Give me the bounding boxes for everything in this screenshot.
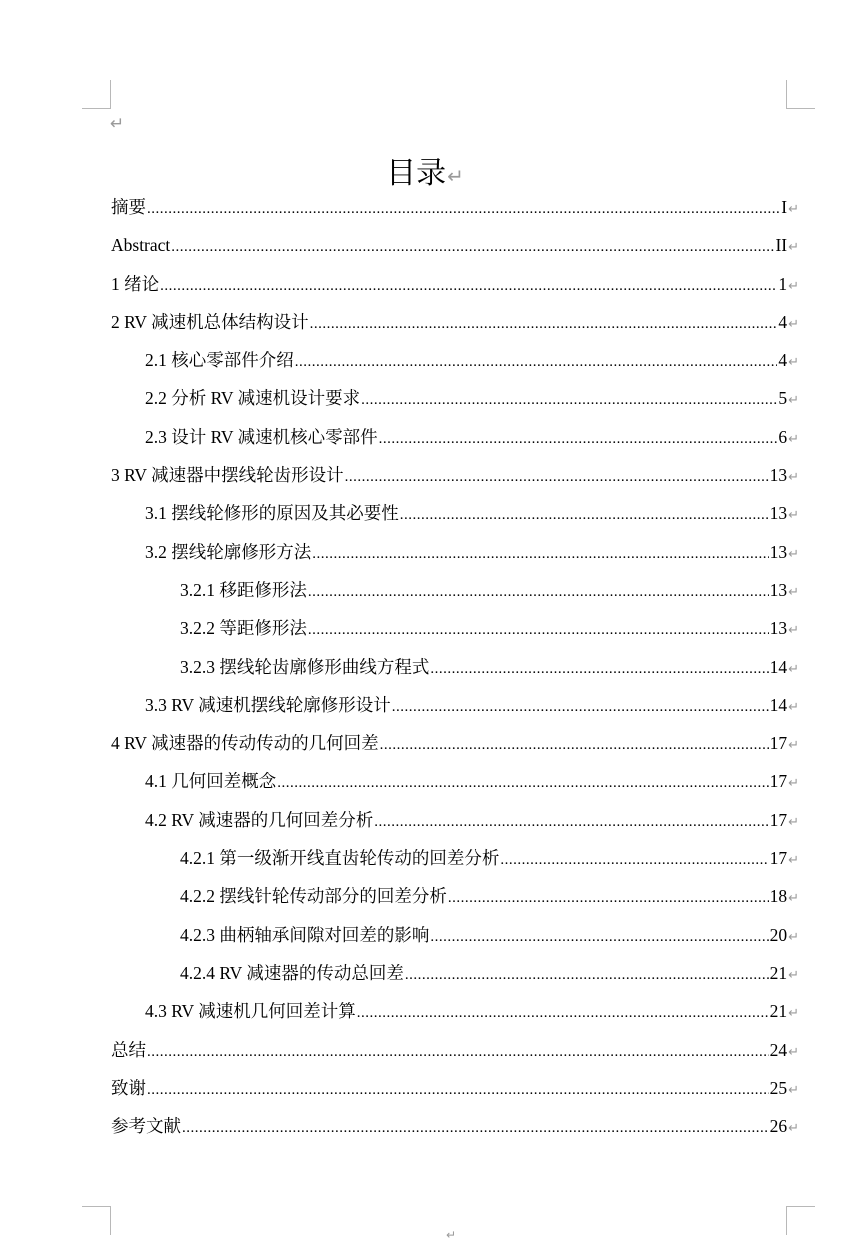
paragraph-mark-icon: ↵ [788,699,799,715]
toc-entry-title: 4.2.4 RV 减速器的传动总回差 [180,962,404,983]
paragraph-mark-icon: ↵ [788,1082,799,1098]
toc-page-number: 13 [769,541,788,562]
toc-dot-leader [405,956,769,994]
toc-page-number: 13 [769,579,788,600]
toc-entry-title: 2.1 核心零部件介绍 [145,350,294,371]
toc-dot-leader [277,764,768,802]
page-corner-bottom-left [82,1206,111,1235]
paragraph-mark-icon: ↵ [447,164,464,188]
toc-entry[interactable] [111,226,799,264]
toc-entry[interactable] [111,418,799,456]
toc-page-number: 6 [778,426,788,447]
page-corner-top-right [786,80,815,109]
paragraph-mark-icon: ↵ [788,355,799,371]
toc-page-number: 14 [769,656,788,677]
toc-page-number: 24 [769,1039,788,1060]
toc-entry-title: 2.2 分析 RV 减速机设计要求 [145,388,361,409]
toc-dot-leader [392,688,769,726]
toc-dot-leader [400,496,769,534]
toc-page-number: II [775,235,788,256]
toc-dot-leader [182,1109,769,1147]
toc-entry[interactable] [111,609,799,647]
toc-entry-title: 参考文献 [111,1116,181,1137]
toc-page-number: 13 [769,503,788,524]
toc-entry-title: 3.2.2 等距修形法 [180,618,307,639]
toc-entry-title: 4.1 几何回差概念 [145,771,277,792]
toc-entry[interactable] [111,341,799,379]
toc-entry-title: Abstract [111,235,171,256]
toc-entry-title: 4.2 RV 减速器的几何回差分析 [145,809,374,830]
toc-dot-leader [147,1071,769,1109]
toc-entry[interactable] [111,992,799,1030]
toc-dot-leader [312,535,768,573]
toc-page-number: 25 [769,1077,788,1098]
toc-entry[interactable] [111,188,799,226]
toc-entry[interactable] [111,724,799,762]
paragraph-mark-icon: ↵ [788,202,799,217]
toc-entry[interactable] [111,456,799,494]
toc-dot-leader [380,726,769,764]
toc-dot-leader [448,879,769,917]
toc-dot-leader [345,458,769,496]
toc-dot-leader [357,994,769,1032]
toc-dot-leader [430,650,768,688]
paragraph-mark-icon: ↵ [788,738,799,754]
toc-entry-title: 3.2.3 摆线轮齿廓修形曲线方程式 [180,656,430,677]
toc-entry-title: 摘要 [111,197,146,217]
paragraph-mark-icon: ↵ [788,393,799,409]
toc-page-number: 13 [769,618,788,639]
toc-entry-title: 2 RV 减速机总体结构设计 [111,311,309,332]
toc-entry[interactable] [111,571,799,609]
toc-entry-title: 2.3 设计 RV 减速机核心零部件 [145,426,378,447]
toc-entry[interactable] [111,379,799,417]
toc-dot-leader [500,841,768,879]
toc-entry[interactable] [111,648,799,686]
paragraph-mark-icon: ↵ [788,508,799,524]
toc-page-number: 17 [769,733,788,754]
paragraph-mark-icon: ↵ [788,240,799,256]
toc-dot-leader [310,305,778,343]
toc-page-number: 4 [778,311,788,332]
toc-page-number: 26 [769,1116,788,1137]
toc-entry[interactable] [111,762,799,800]
toc-entry-title: 3 RV 减速器中摆线轮齿形设计 [111,465,344,486]
toc-entry-title: 4.2.1 第一级渐开线直齿轮传动的回差分析 [180,848,500,869]
paragraph-mark-icon: ↵ [788,1121,799,1137]
toc-entry[interactable] [111,265,799,303]
toc-entry[interactable] [111,303,799,341]
toc-entry-title: 4 RV 减速器的传动传动的几何回差 [111,733,379,754]
toc-dot-leader [308,611,769,649]
toc-page-number: 21 [769,1001,788,1022]
paragraph-mark-icon: ↵ [788,929,799,945]
toc-entry[interactable] [111,1031,799,1069]
toc-page-number: 21 [769,962,788,983]
toc-entry[interactable] [111,1107,799,1145]
paragraph-mark-icon: ↵ [788,853,799,869]
toc-entry-title: 4.3 RV 减速机几何回差计算 [145,1001,356,1022]
toc-entry[interactable] [111,801,799,839]
toc-entry[interactable] [111,839,799,877]
toc-page-number: 18 [769,886,788,907]
toc-entry[interactable] [111,494,799,532]
toc-page-number: 5 [778,388,788,409]
toc-entry[interactable] [111,533,799,571]
toc-page-number: 14 [769,694,788,715]
paragraph-mark-icon: ↵ [788,623,799,639]
toc-dot-leader [147,190,780,228]
toc-entry-title: 3.2.1 移距修形法 [180,579,307,600]
toc-entry-title: 1 绪论 [111,273,160,294]
table-of-contents [111,188,799,1145]
toc-dot-leader [147,1033,769,1071]
toc-page-number: 17 [769,848,788,869]
paragraph-mark-icon: ↵ [110,114,125,134]
toc-page-number: 17 [769,809,788,830]
paragraph-mark-icon: ↵ [788,1006,799,1022]
toc-page-number: 1 [778,273,788,294]
toc-page-number: I [781,197,788,217]
paragraph-mark-icon: ↵ [788,546,799,562]
toc-entry-title: 4.2.2 摆线针轮传动部分的回差分析 [180,886,447,907]
paragraph-mark-icon: ↵ [788,1044,799,1060]
toc-entry[interactable] [111,916,799,954]
toc-page-number: 20 [769,924,788,945]
page-corner-bottom-right [786,1206,815,1235]
toc-dot-leader [295,343,778,381]
paragraph-mark-icon: ↵ [788,470,799,486]
paragraph-mark-icon: ↵ [788,584,799,600]
toc-entry[interactable] [111,954,799,992]
toc-heading-text: 目录 [386,156,447,191]
paragraph-mark-icon: ↵ [788,891,799,907]
toc-entry-title: 3.3 RV 减速机摆线轮廓修形设计 [145,694,391,715]
paragraph-mark-icon: ↵ [788,316,799,332]
toc-page-number: 13 [769,465,788,486]
toc-dot-leader [379,420,778,458]
toc-dot-leader [430,918,768,956]
paragraph-mark-icon: ↵ [788,661,799,677]
toc-dot-leader [308,573,769,611]
toc-entry-title: 4.2.3 曲柄轴承间隙对回差的影响 [180,924,430,945]
toc-page-number: 4 [778,350,788,371]
paragraph-mark-icon: ↵ [446,1228,457,1242]
toc-entry-title: 3.2 摆线轮廓修形方法 [145,541,312,562]
paragraph-mark-icon: ↵ [788,431,799,447]
paragraph-mark-icon: ↵ [788,814,799,830]
toc-dot-leader [361,381,777,419]
toc-dot-leader [171,228,774,266]
page-corner-top-left [82,80,111,109]
toc-entry[interactable] [111,1069,799,1107]
paragraph-mark-icon: ↵ [788,967,799,983]
paragraph-mark-icon: ↵ [788,278,799,294]
toc-dot-leader [374,803,768,841]
toc-entry-title: 致谢 [111,1077,146,1098]
toc-entry-title: 总结 [111,1039,146,1060]
toc-entry[interactable] [111,686,799,724]
toc-page-number: 17 [769,771,788,792]
toc-dot-leader [160,267,777,305]
toc-entry-title: 3.1 摆线轮修形的原因及其必要性 [145,503,399,524]
toc-entry[interactable] [111,877,799,915]
paragraph-mark-icon: ↵ [788,776,799,792]
